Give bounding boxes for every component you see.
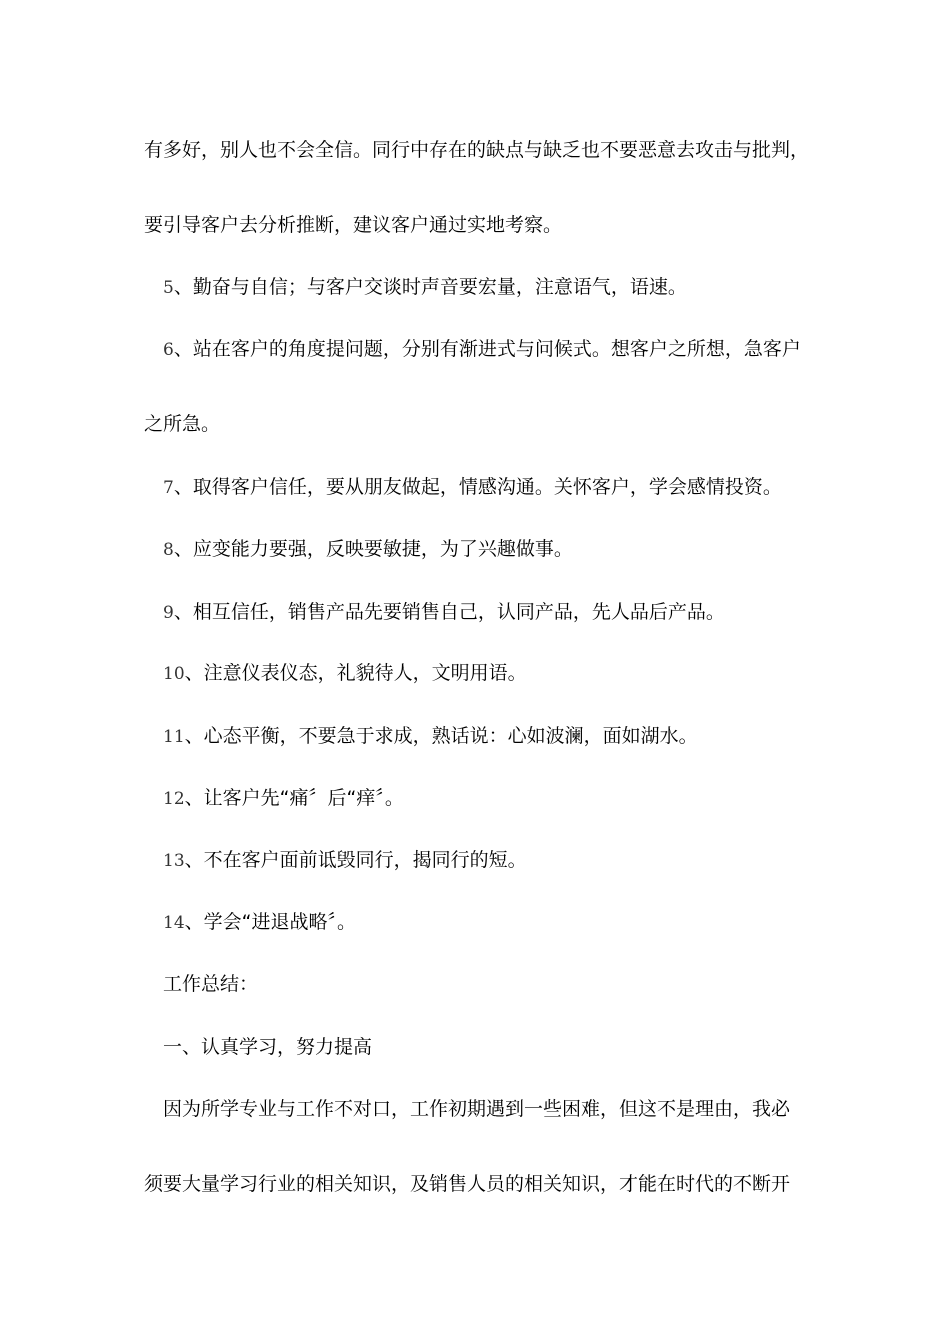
list-item-12	[163, 786, 843, 811]
line-text: 、相互信任，销售产品先要销售自己，认同产品，先人品后产品。	[173, 601, 725, 623]
text-line-1	[144, 138, 824, 163]
list-item-8	[163, 537, 843, 562]
text-line-continuation	[144, 412, 824, 437]
item-number: 13	[163, 851, 185, 871]
line-text: 须要大量学习行业的相关知识，及销售人员的相关知识，才能在时代的不断开	[144, 1173, 791, 1195]
paragraph-line-1	[163, 1097, 843, 1122]
line-text: 、不在客户面前诋毁同行，揭同行的短。	[184, 849, 527, 871]
line-text: 工作总结：	[163, 973, 259, 995]
item-number: 8	[163, 540, 174, 560]
list-item-6	[163, 337, 843, 362]
list-item-13	[163, 848, 843, 873]
line-text: 、站在客户的角度提问题，分别有渐进式与问候式。想客户之所想，急客户	[173, 338, 801, 360]
item-number: 12	[163, 789, 185, 809]
item-number: 9	[163, 603, 174, 623]
line-text: 、学会“进退战略〞。	[184, 911, 356, 933]
line-text: 、心态平衡，不要急于求成，熟话说：心如波澜，面如湖水。	[184, 725, 698, 747]
line-text: 、让客户先“痛〞后“痒〞。	[184, 787, 404, 809]
item-number: 7	[163, 478, 174, 498]
line-text: 、勤奋与自信；与客户交谈时声音要宏量，注意语气，语速。	[173, 276, 687, 298]
list-item-11	[163, 724, 843, 749]
list-item-14	[163, 910, 843, 935]
text-line-2	[144, 213, 824, 238]
paragraph-line-2	[144, 1172, 824, 1197]
line-text: 、应变能力要强，反映要敏捷，为了兴趣做事。	[173, 538, 573, 560]
section-label-summary	[163, 972, 843, 997]
list-item-10	[163, 661, 843, 686]
list-item-7	[163, 475, 843, 500]
item-number: 11	[163, 727, 185, 747]
list-item-5	[163, 275, 843, 300]
item-number: 6	[163, 340, 174, 360]
item-number: 10	[163, 664, 185, 684]
line-text: 有多好，别人也不会全信。同行中存在的缺点与缺乏也不要恶意去攻击与批判，	[144, 139, 810, 161]
line-text: 一、认真学习，努力提高	[163, 1036, 373, 1058]
section-heading-1	[163, 1035, 843, 1060]
line-text: 要引导客户去分析推断，建议客户通过实地考察。	[144, 214, 563, 236]
line-text: 、注意仪表仪态，礼貌待人，文明用语。	[184, 662, 527, 684]
item-number: 5	[163, 278, 174, 298]
line-text: 、取得客户信任，要从朋友做起，情感沟通。关怀客户，学会感情投资。	[173, 476, 782, 498]
line-text: 之所急。	[144, 413, 221, 435]
item-number: 14	[163, 913, 185, 933]
list-item-9	[163, 600, 843, 625]
line-text: 因为所学专业与工作不对口，工作初期遇到一些困难，但这不是理由，我必	[163, 1098, 791, 1120]
